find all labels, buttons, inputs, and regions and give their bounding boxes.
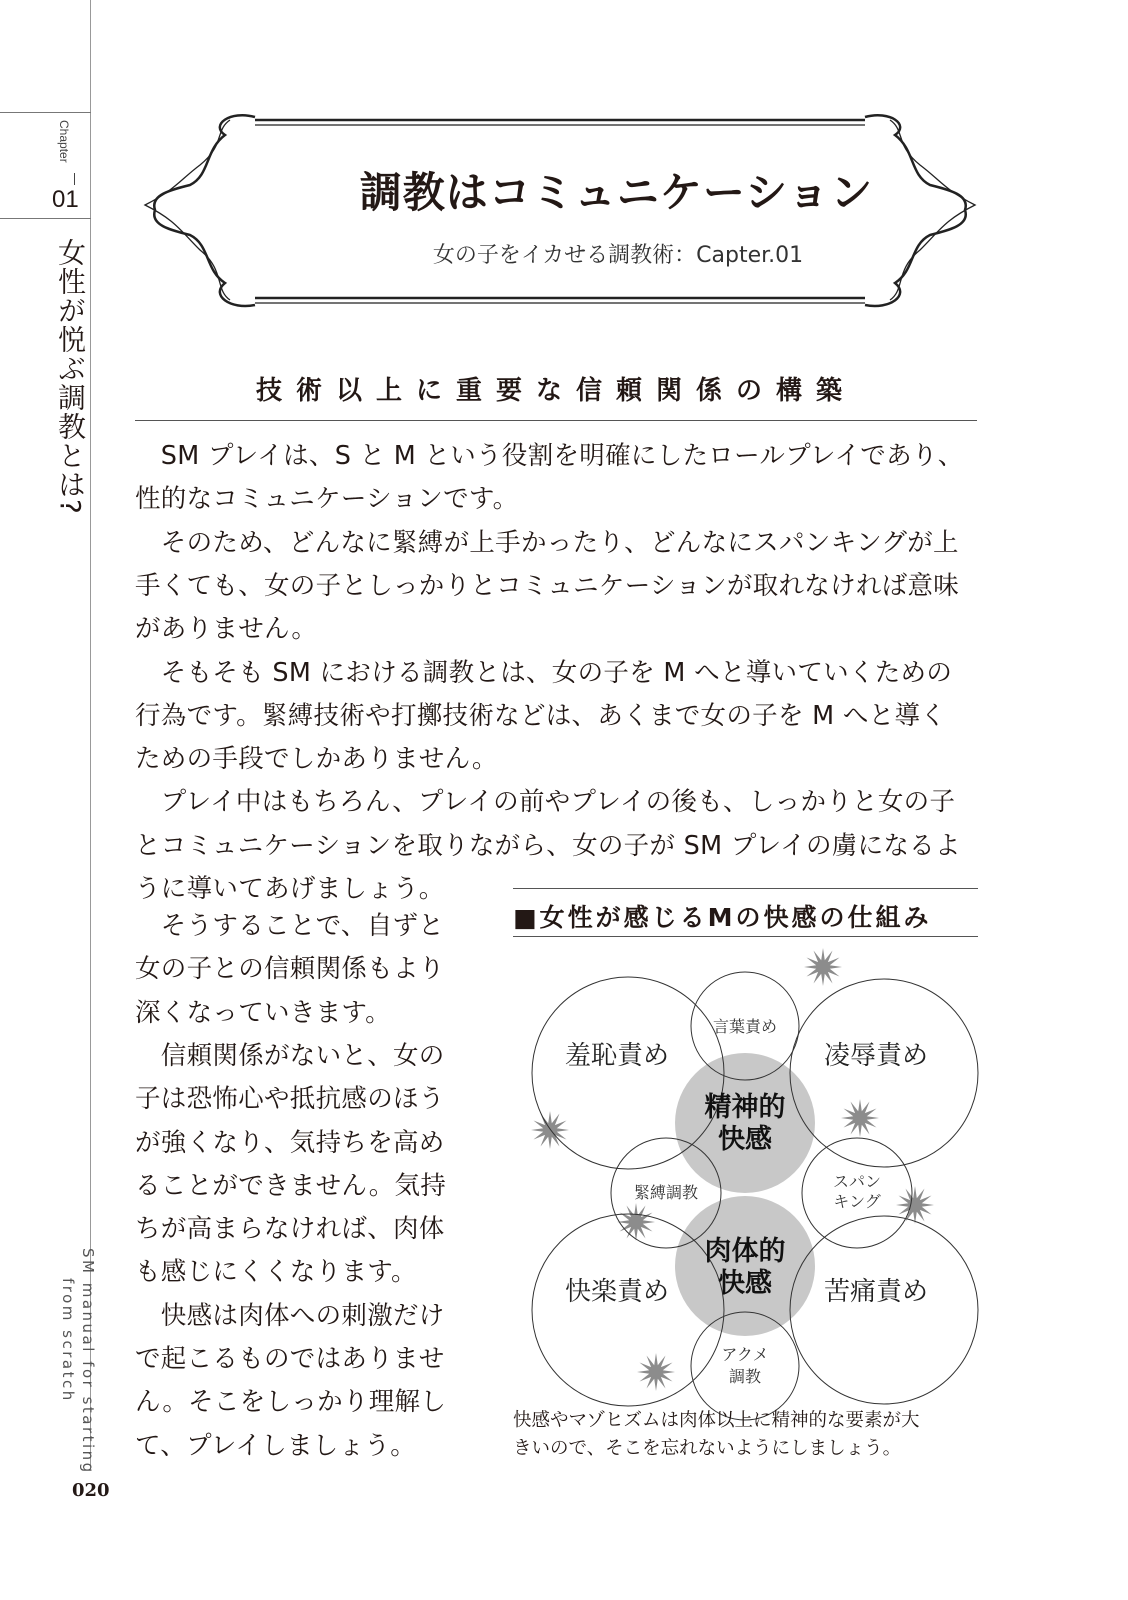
- column-line: も感じにくくなります。: [135, 1257, 417, 1288]
- series-title-line1: SM manual for starting: [79, 1248, 97, 1475]
- column-line: 女の子との信頼関係もより: [135, 954, 445, 985]
- starburst-icon: [637, 1353, 675, 1391]
- starburst-icon: [617, 1203, 655, 1241]
- mental-pleasure-core: [675, 1053, 815, 1193]
- column-line: そうすることで、自ずと: [135, 911, 445, 941]
- chapter-number: 01: [52, 186, 79, 213]
- body-line: とコミュニケーションを取りながら、女の子が SM プレイの虜になるよ: [135, 830, 961, 861]
- label-bondage: 緊縛調教: [633, 1183, 699, 1202]
- chapter-label: Chapter: [57, 120, 71, 163]
- label-shame: 羞恥責め: [564, 1041, 670, 1071]
- page-title: 調教はコミュニケーション: [359, 168, 874, 217]
- body-line: ための手段でしかありません。: [135, 744, 498, 775]
- page-subtitle: 女の子をイカせる調教術：Capter.01: [432, 243, 804, 268]
- outer-circle: [790, 1216, 978, 1404]
- column-line: で起こるものではありませ: [135, 1344, 445, 1374]
- body-line: そもそも SM における調教とは、女の子を M へと導いていくための: [135, 657, 953, 688]
- page-number: 020: [72, 1480, 110, 1501]
- body-line: うに導いてあげましょう。: [135, 874, 445, 904]
- core-physical-1: 肉体的: [704, 1236, 786, 1267]
- column-line: 信頼関係がないと、女の: [135, 1040, 445, 1071]
- label-humiliation: 凌辱責め: [823, 1041, 929, 1071]
- starburst-icon: [804, 948, 842, 986]
- body-line: プレイ中はもちろん、プレイの前やプレイの後も、しっかりと女の子: [135, 787, 956, 818]
- body-line: SM プレイは、S と M という役割を明確にしたロールプレイであり、: [135, 441, 964, 471]
- outer-circle: [790, 979, 978, 1167]
- label-pleasure: 快楽責め: [564, 1277, 670, 1307]
- figure-caption-line2: きいので、そこを忘れないようにしましょう。: [513, 1438, 902, 1459]
- body-line: がありません。: [135, 614, 318, 645]
- body-line: そのため、どんなに緊縛が上手かったり、どんなにスパンキングが上: [135, 527, 959, 558]
- section-heading: 技術以上に重要な信頼関係の構築: [255, 376, 856, 406]
- figure-caption-line1: 快感やマゾヒズムは肉体以上に精神的な要素が大: [513, 1410, 920, 1431]
- column-line: ることができません。気持: [135, 1170, 447, 1201]
- label-pain: 苦痛責め: [823, 1277, 929, 1307]
- core-mental-1: 精神的: [704, 1092, 786, 1123]
- starburst-icon: [896, 1186, 934, 1224]
- body-line: 性的なコミュニケーションです。: [135, 484, 519, 515]
- column-line: ちが高まらなければ、肉体: [135, 1214, 445, 1245]
- label-acme-2: 調教: [728, 1367, 762, 1386]
- label-verbal: 言葉責め: [712, 1017, 778, 1036]
- series-title-line2: from scratch: [59, 1278, 77, 1403]
- body-line: 行為です。緊縛技術や打擲技術などは、あくまで女の子を M へと導く: [135, 700, 947, 731]
- column-line: 快感は肉体への刺激だけ: [135, 1300, 445, 1331]
- column-line: が強くなり、気持ちを高め: [135, 1127, 445, 1158]
- label-spanking-1: スパン: [832, 1172, 882, 1191]
- label-spanking-2: キング: [833, 1192, 881, 1211]
- label-acme-1: アクメ: [721, 1345, 769, 1364]
- column-line: 子は恐怖心や抵抗感のほう: [135, 1084, 445, 1115]
- column-line: ん。そこをしっかり理解し: [135, 1387, 447, 1418]
- section-title-vertical: 女性が悦ぶ調教とは?: [54, 238, 87, 515]
- core-physical-2: 快感: [718, 1268, 772, 1299]
- figure-title: ■女性が感じるMの快感の仕組み: [513, 903, 932, 932]
- starburst-icon: [841, 1099, 879, 1137]
- core-mental-2: 快感: [718, 1124, 772, 1155]
- column-line: 深くなっていきます。: [135, 997, 391, 1028]
- column-line: て、プレイしましょう。: [135, 1430, 416, 1461]
- body-line: 手くても、女の子としっかりとコミュニケーションが取れなければ意味: [135, 570, 960, 601]
